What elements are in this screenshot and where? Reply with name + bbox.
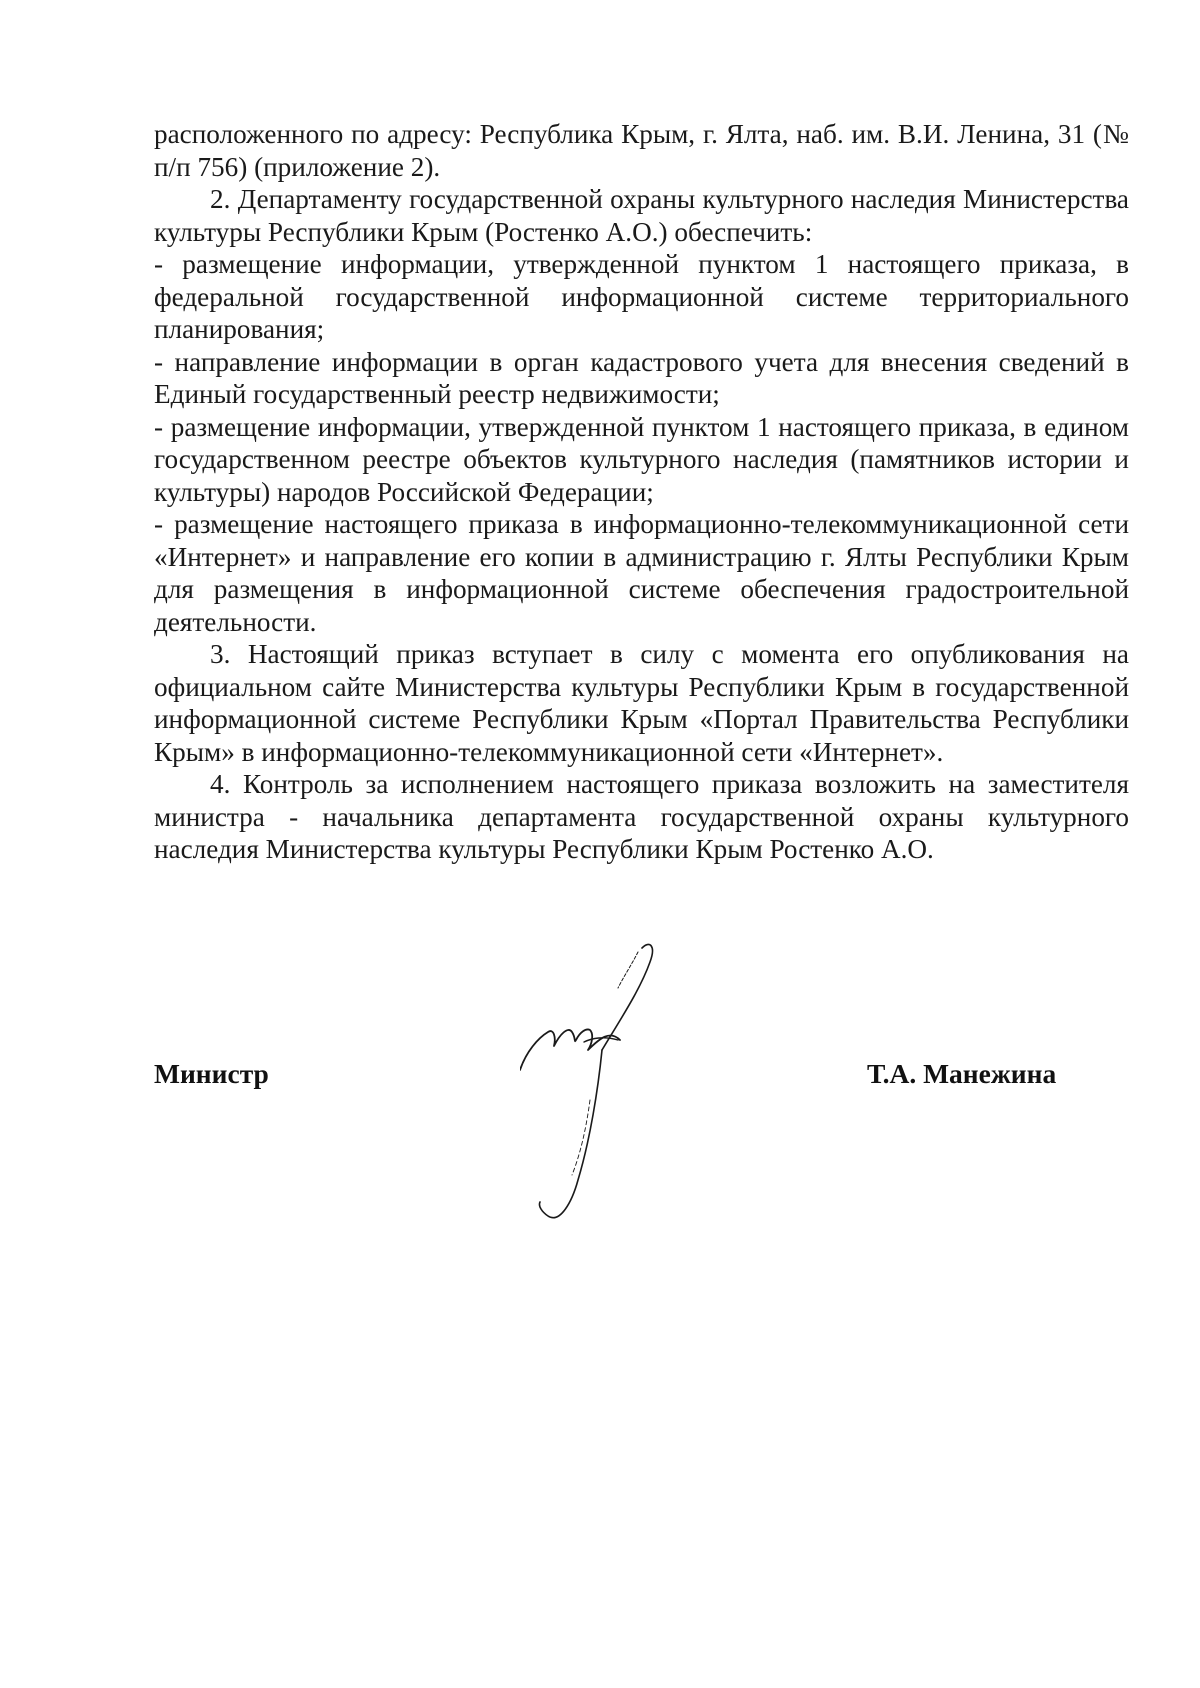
bullet-cadastral: - направление информации в орган кадастрового учета для внесения сведений в Единый государственный реестр недвижимости;: [154, 346, 1129, 409]
paragraph-address: расположенного по адресу: Республика Крым, г. Ялта, наб. им. В.И. Ленина, 31 (№ п/п 756) (приложение 2).: [154, 119, 1129, 182]
handwritten-signature: [520, 940, 720, 1230]
bullet-heritage-registry: - размещение информации, утвержденной пунктом 1 настоящего приказа, в едином государственном реестре объектов культурного наследия (памятников истории и культуры) народов Российской Федерации;: [154, 411, 1129, 507]
signatory-name: Т.А. Манежина: [867, 1058, 1057, 1089]
bullet-federal-system: - размещение информации, утвержденной пунктом 1 настоящего приказа, в федеральной государственной информационной системе территориального планирования;: [154, 249, 1129, 344]
paragraph-item-3: 3. Настоящий приказ вступает в силу с момента его опубликования на официальном сайте Министерства культуры Республики Крым в государственной информационной системе Республики Крым «Портал Правительства Республики Крым» в информационно-телекоммуникационной сети «Интернет».: [154, 639, 1129, 767]
paragraph-item-4: 4. Контроль за исполнением настоящего приказа возложить на заместителя министра - начальника департамента государственной охраны культурного наследия Министерства культуры Республики Крым Ростенко А.О.: [154, 769, 1129, 864]
paragraph-item-2: 2. Департаменту государственной охраны культурного наследия Министерства культуры Республики Крым (Ростенко А.О.) обеспечить:: [154, 184, 1129, 247]
signatory-role: Министр: [154, 1058, 269, 1089]
bullet-internet-publication: - размещение настоящего приказа в информационно-телекоммуникационной сети «Интернет» и направление его копии в администрацию г. Ялты Республики Крым для размещения в информационной системе обеспечения градостроительной деятельности.: [154, 509, 1129, 637]
